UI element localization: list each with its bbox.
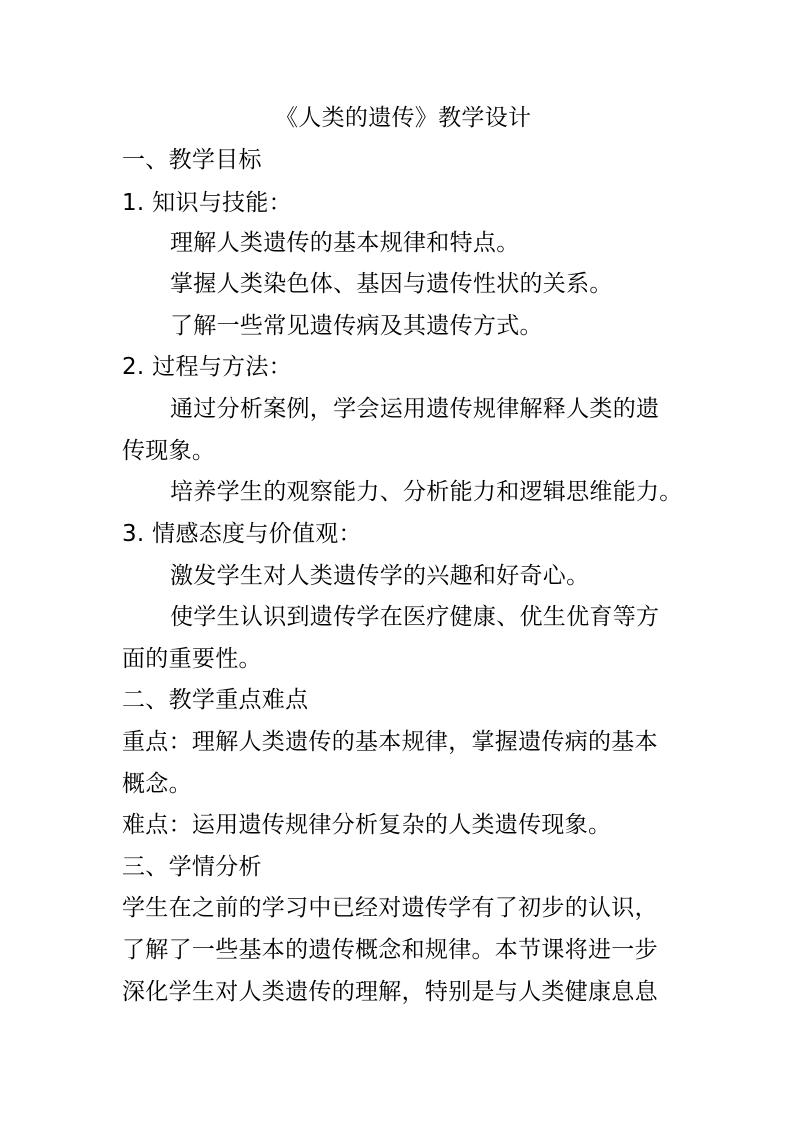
paragraph-line: 了解一些常见遗传病及其遗传方式。 [170,313,543,339]
subheading-process-methods: 2. 过程与方法： [122,354,292,380]
document-title: 《人类的遗传》教学设计 [275,105,532,131]
paragraph-line: 传现象。 [122,438,216,464]
paragraph-line: 概念。 [122,771,192,797]
section-heading-learner-analysis: 三、学情分析 [122,854,262,880]
paragraph-line: 培养学生的观察能力、分析能力和逻辑思维能力。 [170,479,683,505]
paragraph-line: 面的重要性。 [122,646,262,672]
paragraph-line: 重点：理解人类遗传的基本规律，掌握遗传病的基本 [122,729,658,755]
paragraph-line: 通过分析案例，学会运用遗传规律解释人类的遗 [170,396,660,422]
paragraph-line: 理解人类遗传的基本规律和特点。 [170,230,520,256]
paragraph-line: 使学生认识到遗传学在医疗健康、优生优育等方 [170,604,660,630]
paragraph-line: 激发学生对人类遗传学的兴趣和好奇心。 [170,563,590,589]
paragraph-line: 深化学生对人类遗传的理解，特别是与人类健康息息 [122,979,658,1005]
section-heading-teaching-goals: 一、教学目标 [122,147,262,173]
paragraph-line: 掌握人类染色体、基因与遗传性状的关系。 [170,271,613,297]
paragraph-line: 了解了一些基本的遗传概念和规律。本节课将进一步 [122,937,658,963]
section-heading-key-points: 二、教学重点难点 [122,687,309,713]
paragraph-line: 学生在之前的学习中已经对遗传学有了初步的认识， [122,895,658,921]
subheading-attitudes-values: 3. 情感态度与价值观： [122,521,362,547]
paragraph-line: 难点：运用遗传规律分析复杂的人类遗传现象。 [122,812,612,838]
subheading-knowledge-skills: 1. 知识与技能： [122,190,292,216]
